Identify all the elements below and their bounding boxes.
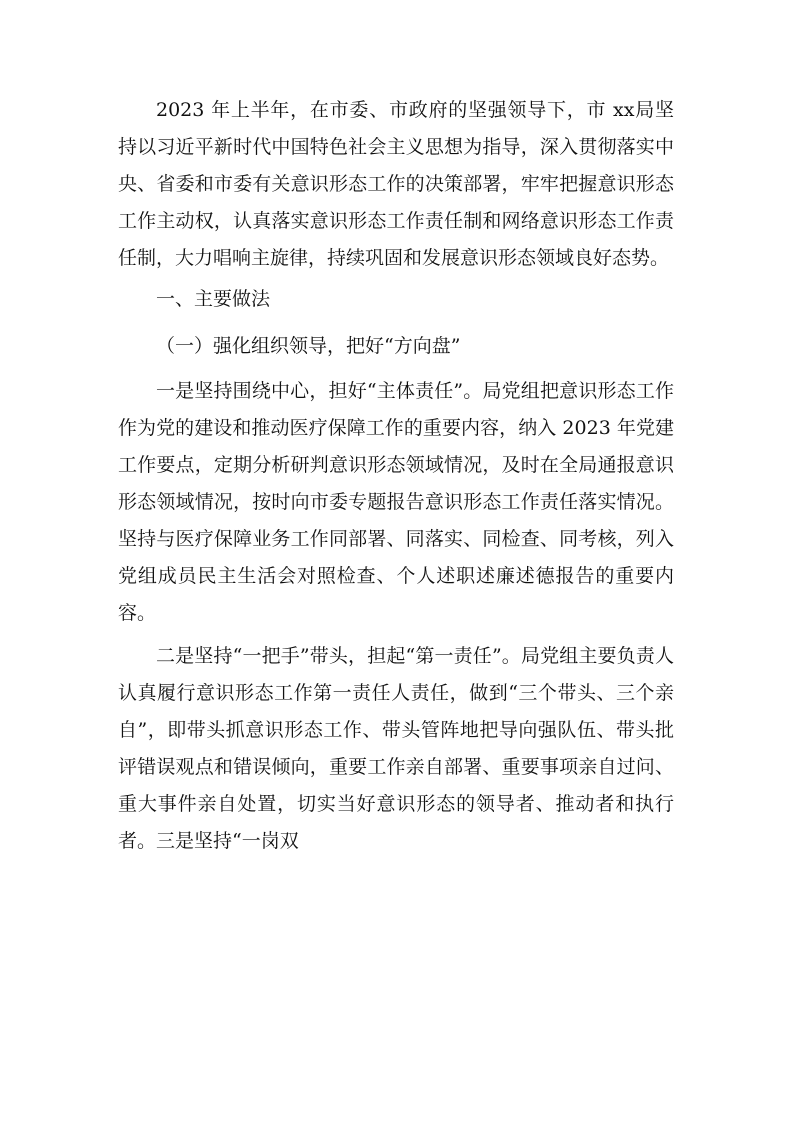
point-two-paragraph: 二是坚持“一把手”带头，担起“第一责任”。局党组主要负责人认真履行意识形态工作第一责任人责任，做到“三个带头、三个亲自”，即带头抓意识形态工作、带头管阵地把导向强队伍、带头批评错误观点和错误倾向，重要工作亲自部署、重要事项亲自过问、重大事件亲自处置，切实当好意识形态的领导者、推动者和执行者。三是坚持“一岗双 xyxy=(118,645,674,852)
section-heading: 一、主要做法 xyxy=(156,288,271,310)
document-body xyxy=(118,92,674,866)
subsection-heading: （一）强化组织领导，把好“方向盘” xyxy=(156,335,461,357)
intro-paragraph: 2023 年上半年，在市委、市政府的坚强领导下，市 xx局坚持以习近平新时代中国特色社会主义思想为指导，深入贯彻落实中央、省委和市委有关意识形态工作的决策部署，牢牢把握意识形态工作主动权，认真落实意识形态工作责任制和网络意识形态工作责任制，大力唱响主旋律，持续巩固和发展意识形态领域良好态势。 xyxy=(118,99,674,269)
point-one-paragraph: 一是坚持围绕中心，担好“主体责任”。局党组把意识形态工作作为党的建设和推动医疗保障工作的重要内容，纳入 2023 年党建工作要点，定期分析研判意识形态领域情况，及时在全局通报意识形态领域情况，按时向市委专题报告意识形态工作责任落实情况。坚持与医疗保障业务工作同部署、同落实、同检查、同考核，列入党组成员民主生活会对照检查、个人述职述廉述德报告的重要内容。 xyxy=(118,380,674,624)
